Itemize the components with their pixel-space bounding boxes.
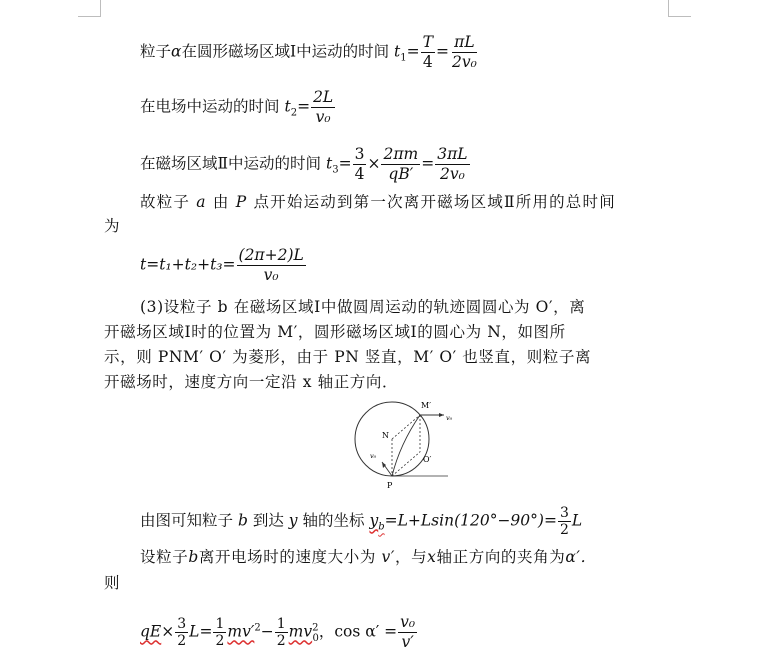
denominator: v₀ [263,266,279,284]
fraction-1-over-2 [213,616,226,649]
label-N: N [382,431,389,440]
times: × [161,622,175,641]
subscript: 2 [290,107,298,119]
text: 为 [104,217,120,235]
text: 轴的坐标 [302,511,365,530]
NM-line [392,415,420,439]
arrow-head [439,413,444,417]
para3-line4 [104,372,398,392]
text: ，与 [394,548,428,566]
symbol-alpha-prime: α′． [565,548,597,566]
text: 开磁场时，速度方向一定沿 x 轴正方向． [104,373,399,391]
equals: = [338,154,352,173]
text: 则 [104,574,120,592]
total-time-sentence [140,192,616,212]
symbol-yb: y [369,511,379,530]
symbol-a: a [196,193,207,211]
symbol-t: t [394,42,401,61]
para3-line3 [104,347,591,367]
symbol-P: P [235,193,248,211]
text: 离开电场时的速度大小为 [198,548,376,566]
energy-equation [140,613,418,652]
text: 故粒子 [140,193,191,211]
label-M: M′ [421,401,432,410]
numerator: 1 [215,616,225,632]
text: 设粒子 [140,548,189,566]
subscript: b [378,521,385,533]
label-v0-top: v₀ [446,414,453,422]
fraction-3-over-2 [558,505,571,538]
magnetic-field-figure [340,392,470,492]
velocity-sentence [140,547,597,567]
fraction-total [237,246,306,285]
fraction-v0-over-vprime [398,613,417,652]
subscript: 1 [400,52,407,64]
denominator: 4 [354,165,365,183]
symbol-y: y [288,511,298,530]
para3-line1 [140,297,585,317]
equation-t1 [140,33,480,72]
symbol-qE: qE [140,622,162,641]
equals: = [436,42,449,61]
symbol-t: t [284,97,291,116]
denominator: 4 [422,53,433,71]
minus: − [260,622,274,641]
fraction-2L-over-v0 [311,88,335,127]
label-P: P [387,481,393,490]
fraction-1-over-2 [275,616,288,649]
text: 在圆形磁场区域Ⅰ中运动的时间 [181,42,390,61]
numerator: 2πm [383,145,419,163]
symbol-x: x [427,548,437,566]
symbol-L: L [571,511,583,530]
times: × [367,154,381,173]
symbol-mv-prime: mv′ [227,622,255,641]
page-corner-mark-right [668,0,691,17]
page-corner-mark-left [78,0,101,17]
numerator: 2L [313,88,334,106]
symbol-b: b [237,511,248,530]
text: 由 [212,193,230,211]
equation-total-t [140,246,307,285]
numerator: 3 [354,145,365,163]
denominator: qB′ [388,165,414,183]
velocity-sentence-cont [104,573,120,593]
label-O: O′ [423,455,432,464]
yb-equation [140,505,582,538]
numerator: (2π+2)L [238,246,304,264]
text: 点开始运动到第一次离开磁场区域Ⅱ所用的总时间 [253,193,616,211]
fraction-T-over-4 [421,33,435,72]
fraction-3-over-4 [353,145,367,184]
text: 粒子 [140,42,172,61]
fraction-2pim-over-qB [381,145,420,184]
total-time-sentence-cont [104,216,120,236]
symbol-t: t [325,154,333,173]
PO-line [392,452,420,476]
text: 示，则 PNM′ O′ 为菱形，由于 PN 竖直，M′ O′ 也竖直，则粒子离 [104,348,592,366]
symbol-mv0: mv [288,622,313,641]
text: 在电场中运动的时间 [140,97,280,116]
text: 在磁场区域Ⅱ中运动的时间 [140,154,322,173]
subscript: 0 [312,632,319,644]
text: 由图可知粒子 [140,511,234,530]
numerator: T [422,33,433,51]
numerator: v₀ [400,613,416,631]
numerator: 3 [559,505,569,521]
symbol-b: b [188,548,199,566]
equals: = [406,42,420,61]
expression: =L+Lsin(120°−90°)= [384,511,557,530]
text: 轴正方向的夹角为 [436,548,566,566]
superscript: 2 [312,622,319,634]
equation-t2 [140,88,336,127]
numerator: πL [454,33,475,51]
equation-t3 [140,145,471,184]
denominator: 2 [215,633,225,649]
symbol-alpha: α [171,42,182,61]
text: 开磁场区域Ⅰ时的位置为 M′，圆形磁场区域Ⅰ的圆心为 N，如图所 [104,323,566,341]
denominator: 2 [559,522,569,538]
denominator: 2 [276,633,286,649]
symbol-L: L= [189,622,213,641]
numerator: 3πL [437,145,468,163]
para3-line2 [104,322,566,342]
superscript: 2 [254,622,261,634]
equals: = [297,97,311,116]
denominator: v′ [401,633,414,651]
fraction-3piL-over-2v0 [435,145,469,184]
symbol-v-prime: v′ [381,548,395,566]
text: (3)设粒子 b 在磁场区域Ⅰ中做圆周运动的轨迹圆圆心为 O′，离 [140,298,586,316]
denominator: 2 [177,633,187,649]
cos-text: ，cos α′ = [318,622,398,641]
denominator: 2v₀ [439,165,465,183]
denominator: v₀ [315,108,331,126]
numerator: 3 [177,616,187,632]
expression: t=t₁+t₂+t₃= [140,255,236,274]
fraction-piL-over-2v0 [450,33,479,72]
denominator: 2v₀ [452,53,477,71]
text: 到达 [252,511,284,530]
subscript: 3 [332,164,339,176]
numerator: 1 [276,616,286,632]
equals: = [421,154,435,173]
label-v0-left: v₀ [370,452,377,460]
fraction-3-over-2 [175,616,188,649]
